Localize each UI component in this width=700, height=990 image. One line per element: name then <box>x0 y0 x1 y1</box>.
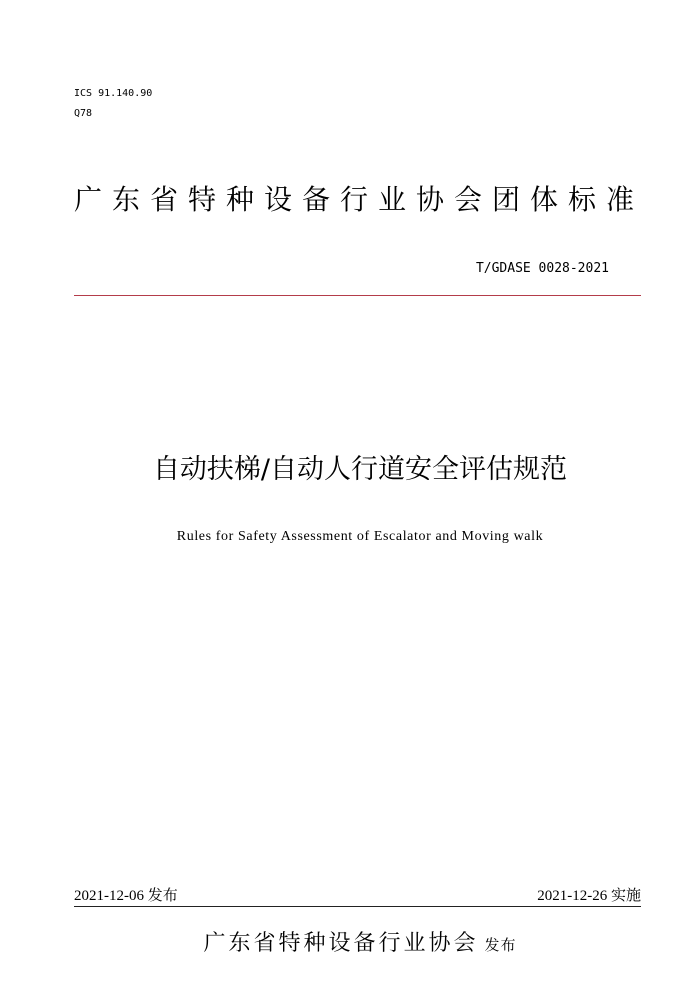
organization-title: 广东省特种设备行业协会团体标准 <box>74 183 645 216</box>
header-divider <box>74 295 641 296</box>
document-title-en: Rules for Safety Assessment of Escalator and Moving walk <box>176 529 544 544</box>
publisher-action: 发布 <box>484 936 517 954</box>
ics-code: ICS 91.140.90 <box>74 88 153 99</box>
publisher-name: 广东省特种设备行业协会 <box>203 931 479 956</box>
footer-divider <box>74 906 641 907</box>
document-title-cn: 自动扶梯/自动人行道安全评估规范 <box>152 454 568 485</box>
classification-code: Q78 <box>74 108 93 119</box>
publisher-line <box>0 926 700 957</box>
implementation-date: 2021-12-26 实施 <box>537 888 641 904</box>
standard-number: T/GDASE 0028-2021 <box>475 261 609 276</box>
issue-date: 2021-12-06 发布 <box>74 888 178 904</box>
